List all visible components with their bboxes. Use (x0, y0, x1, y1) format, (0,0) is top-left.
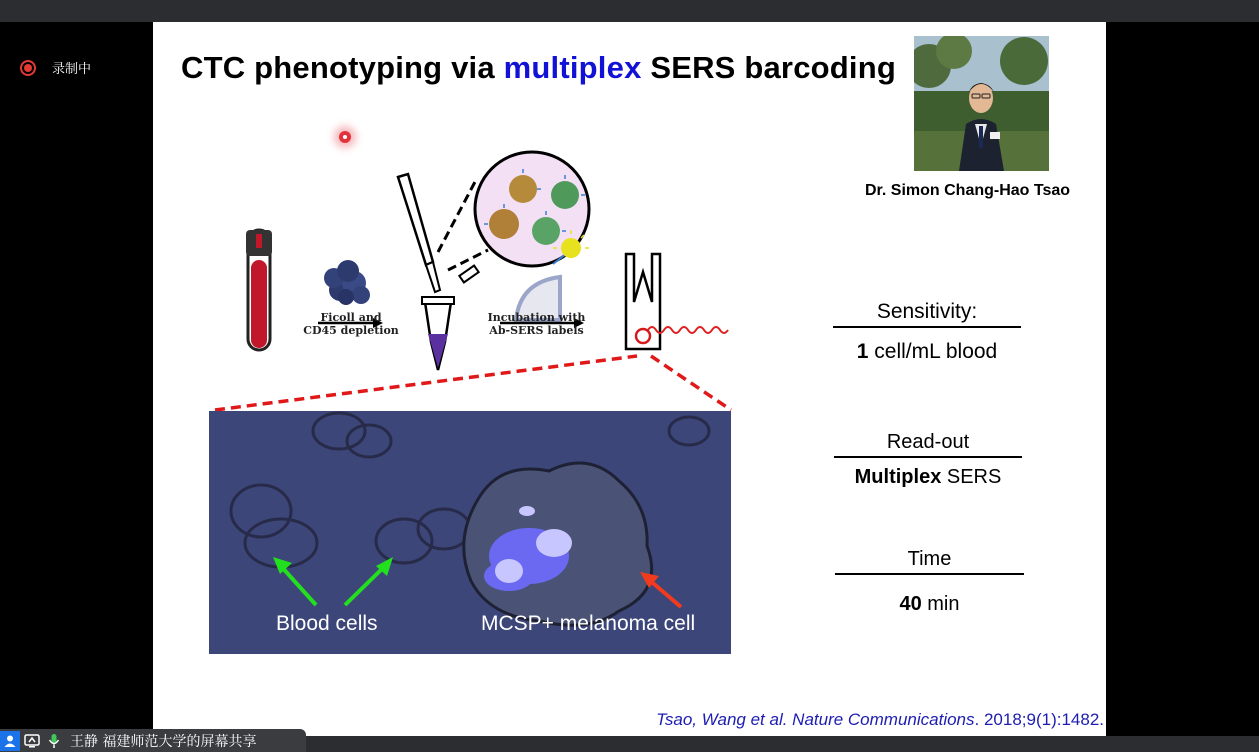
readout-divider (834, 456, 1022, 458)
time-divider (835, 573, 1024, 575)
melanoma-cell-label: MCSP+ melanoma cell (481, 612, 696, 635)
microphone-icon[interactable] (44, 731, 64, 751)
time-rest: min (921, 593, 960, 615)
shared-slide (153, 22, 1106, 736)
sensitivity-divider (833, 326, 1021, 328)
metric-sensitivity (833, 300, 1021, 364)
recording-indicator[interactable] (20, 58, 91, 77)
screen-share-bar[interactable] (0, 729, 306, 752)
step2-line2: Ab-SERS labels (489, 324, 584, 337)
title-part1: CTC phenotyping via (181, 50, 504, 85)
recording-label: 录制中 (52, 62, 92, 77)
participant-icon[interactable] (0, 731, 20, 751)
title-part2: SERS barcoding (641, 50, 896, 85)
sensitivity-bold: 1 (856, 340, 869, 363)
share-screen-icon[interactable] (22, 731, 42, 751)
step1-line2: CD45 depletion (303, 324, 399, 337)
blood-cells-label: Blood cells (276, 612, 378, 635)
readout-rest: SERS (941, 466, 1002, 488)
readout-bold: Multiplex (854, 466, 942, 488)
time-value (835, 593, 1024, 616)
time-bold: 40 (899, 593, 922, 615)
citation-rest: . 2018;9(1):1482. (974, 710, 1104, 729)
title-highlight: multiplex (503, 50, 642, 85)
time-label: Time (907, 548, 952, 570)
share-text: 王静 福建师范大学的屏幕共享 (70, 733, 257, 750)
readout-value (834, 466, 1022, 489)
step2-line1: Incubation with (487, 311, 586, 324)
speaker-name: Dr. Simon Chang-Hao Tsao (865, 182, 1071, 199)
sensitivity-value (833, 340, 1021, 364)
sensitivity-label: Sensitivity: (876, 300, 978, 323)
citation-italic: Tsao, Wang et al. Nature Communications (656, 710, 975, 729)
micrograph-image (209, 411, 731, 654)
step1-line1: Ficoll and (320, 311, 382, 324)
top-toolbar (0, 0, 1259, 22)
metric-time (835, 548, 1024, 616)
citation (656, 710, 1104, 730)
readout-label: Read-out (886, 431, 970, 453)
record-icon (20, 60, 36, 76)
metric-readout (834, 431, 1022, 489)
sensitivity-rest: cell/mL blood (868, 340, 998, 363)
